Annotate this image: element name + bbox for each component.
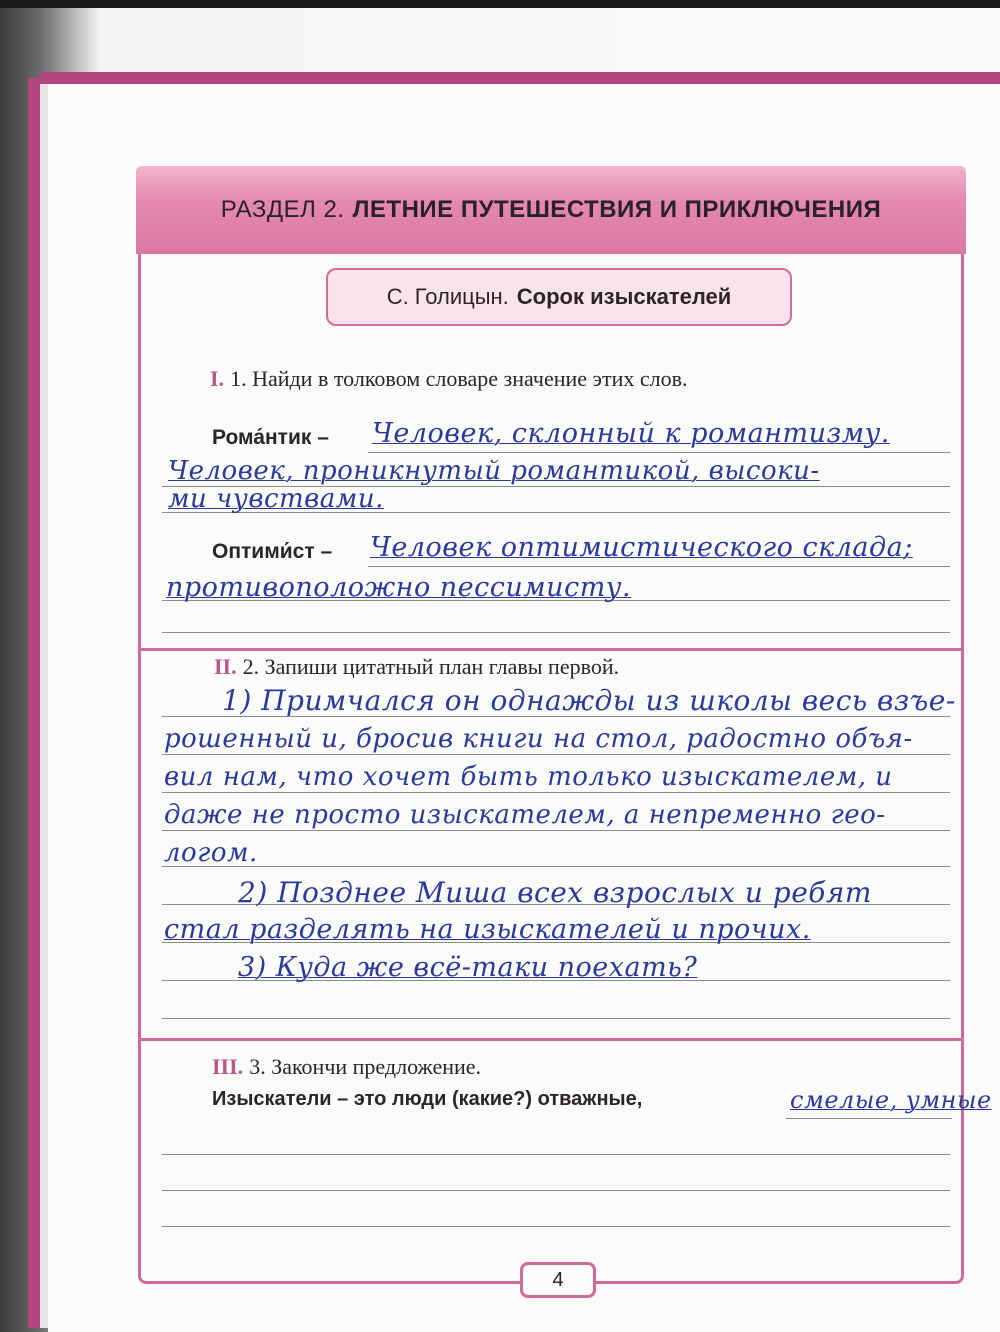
answer-line — [786, 1118, 952, 1119]
handwritten-answer: логом. — [164, 838, 258, 868]
task-1-prompt — [210, 366, 688, 392]
handwritten-answer: вил нам, что хочет быть только изыскателем, и — [164, 762, 893, 792]
task-3-text: 3. Закончи предложение. — [249, 1054, 482, 1079]
lesson-title: Сорок изыскателей — [516, 284, 732, 309]
task-2-prompt — [214, 654, 619, 680]
answer-line — [162, 1190, 950, 1191]
handwritten-answer: смелые, умные — [790, 1086, 992, 1114]
handwritten-answer: 1) Примчался он однажды из школы весь взъе- — [222, 684, 956, 717]
page-number-text: 4 — [552, 1268, 564, 1291]
section-prefix: РАЗДЕЛ 2. — [220, 196, 345, 223]
answer-line — [162, 830, 950, 831]
answer-line — [162, 792, 950, 793]
answer-line — [368, 452, 950, 453]
task-3-prompt — [212, 1054, 481, 1080]
sentence-stem: Изыскатели – это люди (какие?) отважные, — [212, 1088, 643, 1110]
task-1-roman: I. — [210, 366, 225, 391]
answer-line — [162, 1154, 950, 1155]
page-stack-edge — [40, 78, 48, 1328]
handwritten-answer: противоположно пессимисту. — [166, 572, 632, 603]
page-number — [520, 1262, 596, 1298]
handwritten-answer: 3) Куда же всё-таки поехать? — [238, 952, 698, 983]
section-divider — [140, 1038, 962, 1041]
term-optimist: Оптими́ст – — [212, 540, 333, 563]
handwritten-answer: даже не просто изыскателем, а непременно гео- — [164, 800, 886, 830]
task-2-roman: II. — [214, 654, 237, 679]
section-title: ЛЕТНИЕ ПУТЕШЕСТВИЯ И ПРИКЛЮЧЕНИЯ — [352, 196, 882, 223]
answer-line — [368, 566, 950, 567]
lesson-author: С. Голицын. — [386, 284, 509, 309]
answer-line — [162, 632, 950, 633]
handwritten-answer: Человек оптимистического склада; — [370, 532, 913, 563]
section-divider — [140, 648, 962, 651]
lesson-title-box — [326, 268, 792, 326]
handwritten-answer: Человек, склонный к романтизму. — [372, 418, 890, 449]
handwritten-answer: рошенный и, бросив книги на стол, радостно объя- — [164, 724, 913, 754]
answer-line — [162, 1018, 950, 1019]
handwritten-answer: 2) Позднее Миша всех взрослых и ребят — [238, 876, 872, 909]
section-header — [136, 166, 966, 254]
task-3-roman: III. — [212, 1054, 244, 1079]
scan-top-strip — [0, 0, 1000, 8]
task-1-text: 1. Найди в толковом словаре значение этих слов. — [230, 366, 688, 391]
book-top-edge — [40, 72, 1000, 84]
term-romantic: Рома́нтик – — [212, 426, 329, 449]
handwritten-answer: Человек, проникнутый романтикой, высоки- — [168, 456, 820, 486]
task-2-text: 2. Запиши цитатный план главы первой. — [242, 654, 620, 679]
answer-line — [162, 754, 950, 755]
answer-line — [162, 866, 950, 867]
handwritten-answer: ми чувствами. — [168, 484, 384, 514]
handwritten-answer: стал разделять на изыскателей и прочих. — [164, 914, 811, 945]
answer-line — [162, 1226, 950, 1227]
